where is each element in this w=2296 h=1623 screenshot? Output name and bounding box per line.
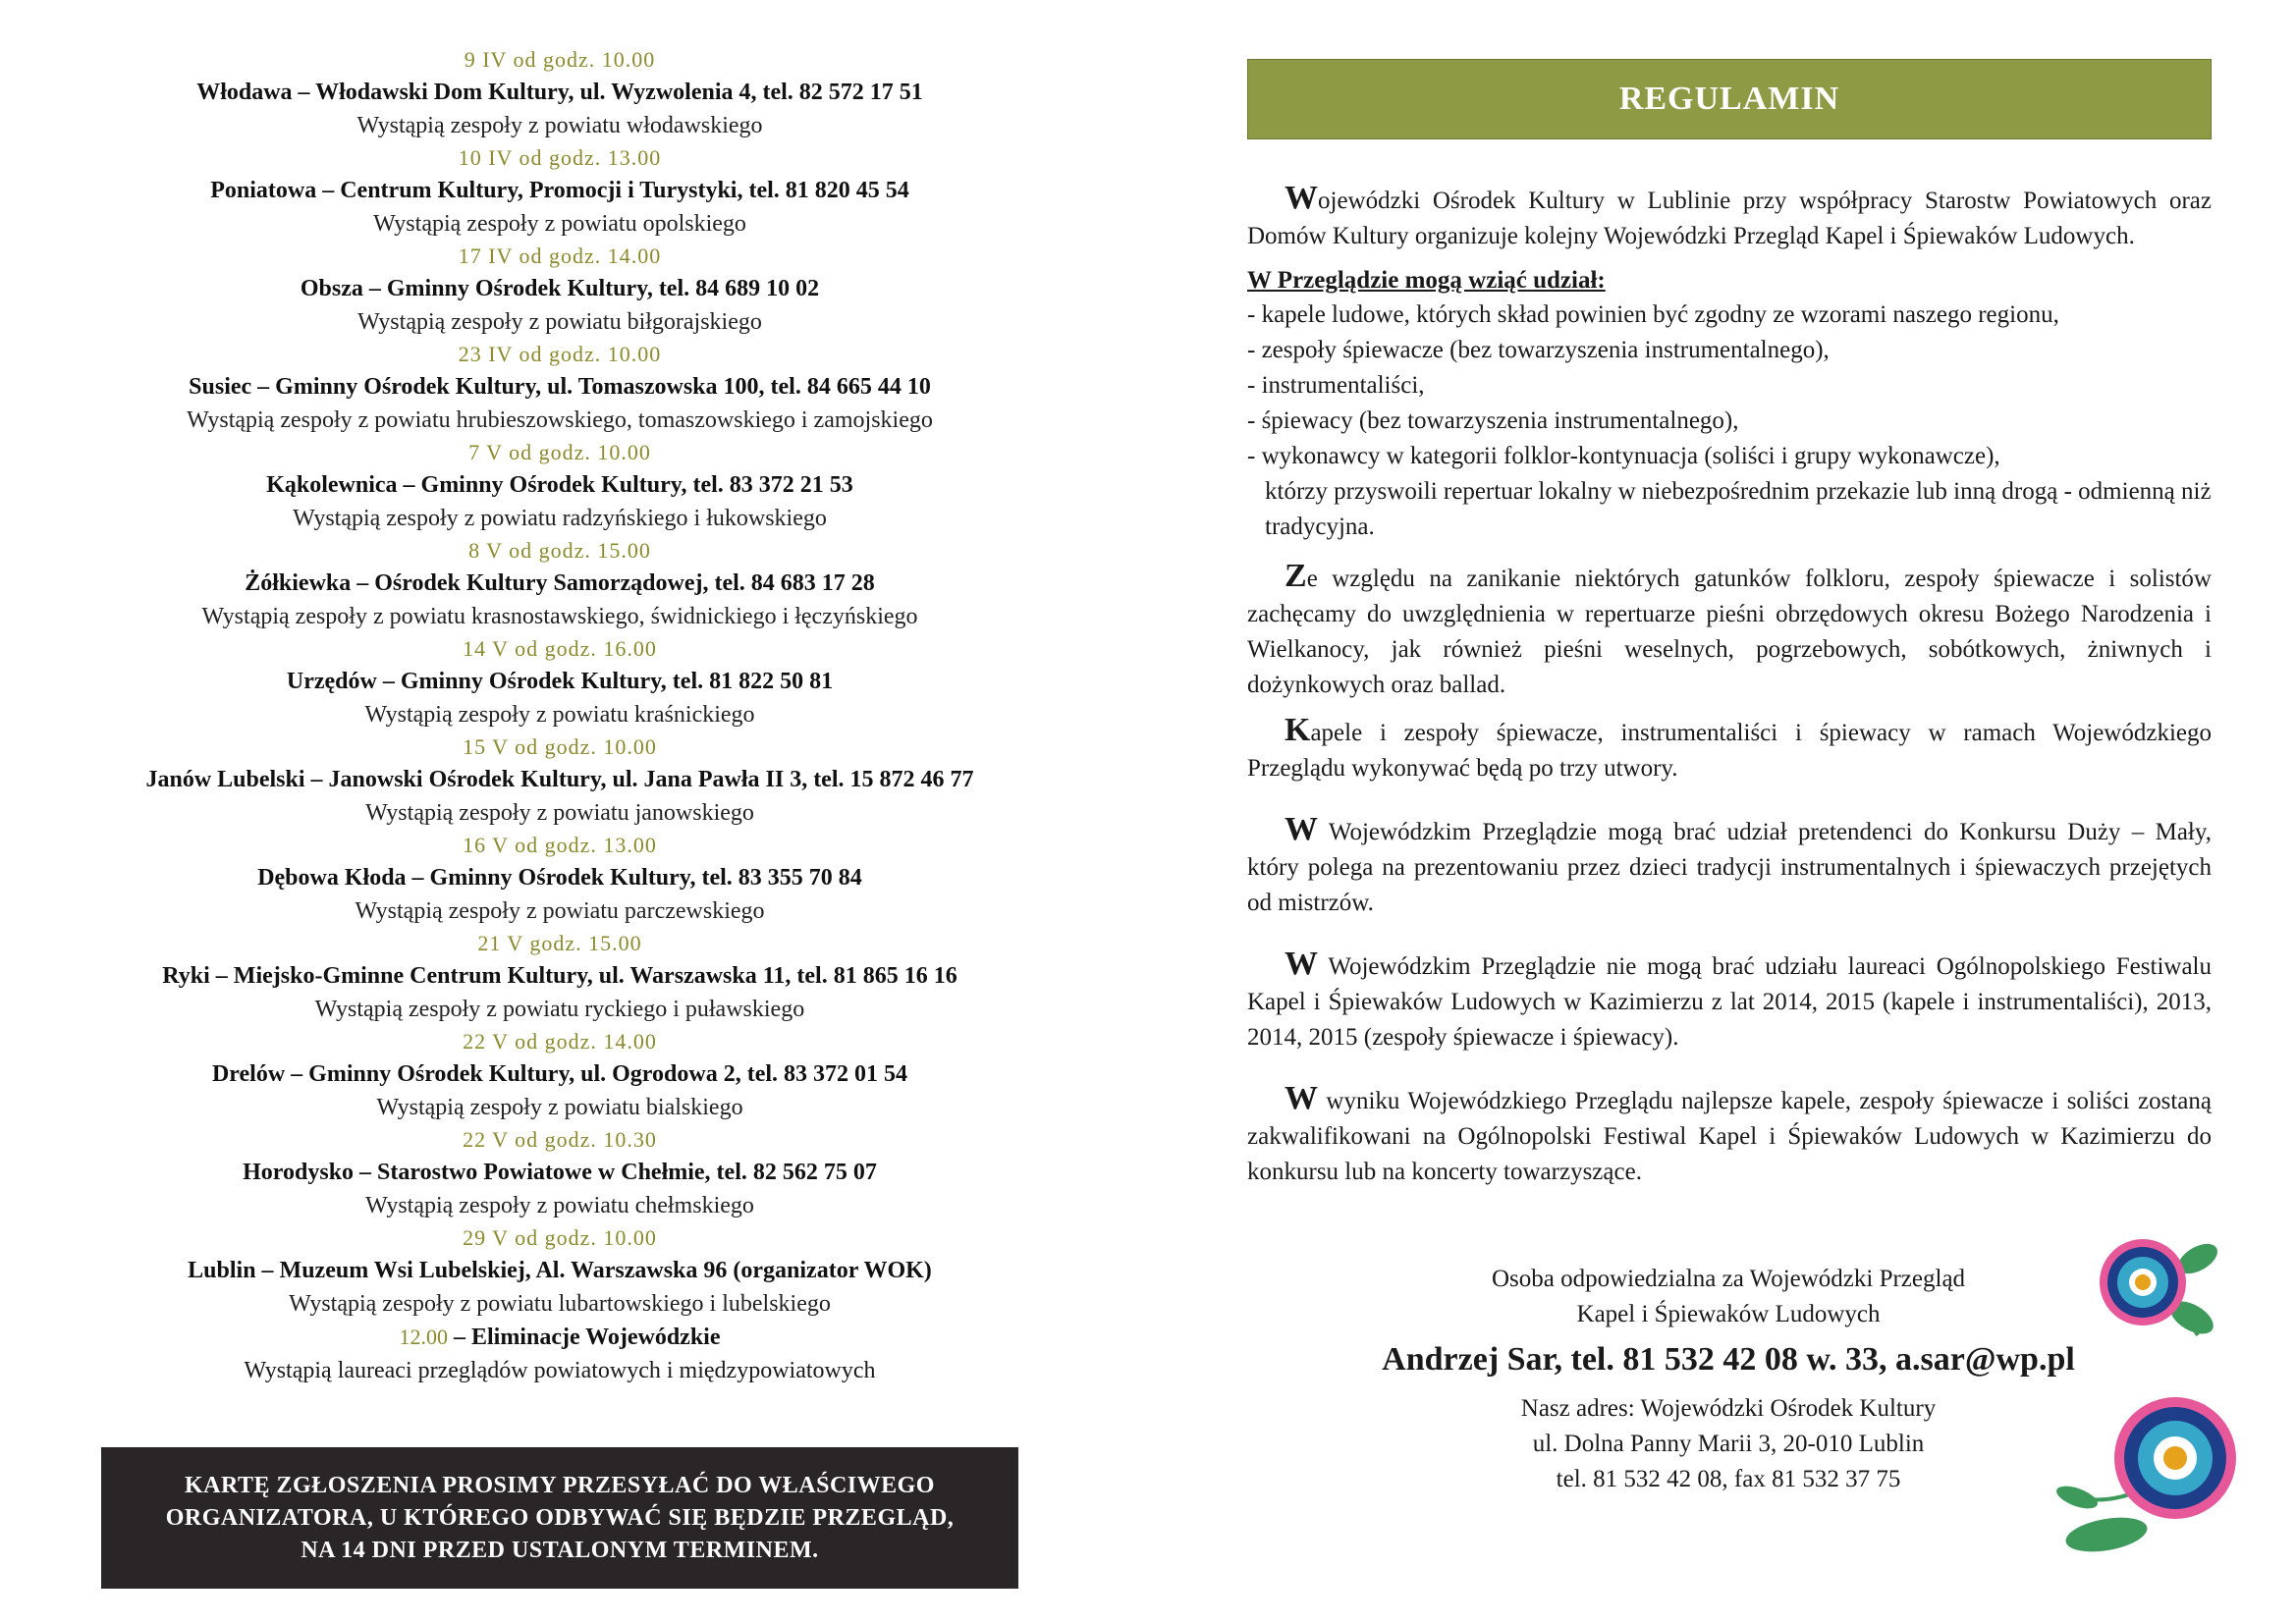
schedule-entry [93,43,1026,141]
event-performers: Wystąpią zespoły z powiatu kraśnickiego [364,702,755,728]
event-date: 10 IV od godz. 13.00 [458,145,662,170]
contest-paragraph [1247,812,2212,921]
intro-paragraph [1247,181,2212,254]
pieces-paragraph [1247,713,2212,786]
event-venue: Urzędów – Gminny Ośrodek Kultury, tel. 81 822 50 81 [286,669,834,694]
notice-line-1: KARTĘ ZGŁOSZENIA PROSIMY PRZESYŁAĆ DO WŁAŚCIWEGO [185,1472,935,1498]
drop-cap: W [1285,811,1318,847]
event-performers: Wystąpią zespoły z powiatu parczewskiego [355,898,765,924]
event-performers: Wystąpią zespoły z powiatu włodawskiego [356,113,763,138]
event-date: 9 IV od godz. 10.00 [464,47,656,72]
event-date: 22 V od godz. 14.00 [463,1029,657,1054]
schedule-entry [93,829,1026,927]
list-item: - kapele ludowe, których skład powinien być zgodny ze wzorami naszego regionu, [1247,301,2059,328]
schedule-column [93,43,1026,1386]
event-performers: Wystąpią zespoły z powiatu janowskiego [365,800,754,826]
event-date: 23 IV od godz. 10.00 [458,342,662,366]
event-venue: Susiec – Gminny Ośrodek Kultury, ul. Tomaszowska 100, tel. 84 665 44 10 [189,374,931,400]
drop-cap: Z [1285,558,1307,594]
event-date: 29 V od godz. 10.00 [463,1225,657,1250]
regulamin-header [1247,59,2212,139]
schedule-entry [93,730,1026,829]
event-performers: Wystąpią zespoły z powiatu lubartowskiego i lubelskiego [289,1291,831,1317]
final-performers: Wystąpią laureaci przeglądów powiatowych i międzypowiatowych [244,1358,876,1383]
list-item: - śpiewacy (bez towarzyszenia instrumentalnego), [1247,407,1739,434]
event-date: 22 V od godz. 10.30 [463,1127,657,1152]
list-item: - wykonawcy w kategorii folklor-kontynuacja (soliści i grupy wykonawcze), [1247,443,2000,469]
results-text: wyniku Wojewódzkiego Przeglądu najlepsze kapele, zespoły śpiewacze i soliści zostaną zakwalifikowani na Ogólnopolski Festiwal Kapel i Śpiewaków Ludowych w Kazimierzu do konkursu lub na koncerty towarzyszące. [1247,1088,2212,1185]
contest-text: Wojewódzkim Przeglądzie mogą brać udział pretendenci do Konkursu Duży – Mały, który polega na prezentowaniu przez dzieci tradycji instrumentalnych i śpiewaczych przejętych od mistrzów. [1247,819,2212,916]
event-venue: Kąkolewnica – Gminny Ośrodek Kultury, tel. 83 372 21 53 [266,472,853,498]
results-paragraph [1247,1081,2212,1190]
event-venue: Żółkiewka – Ośrodek Kultury Samorządowej, tel. 84 683 17 28 [245,570,875,596]
schedule-entry [93,1221,1026,1320]
final-time: 12.00 [399,1325,448,1349]
event-venue: Obsza – Gminny Ośrodek Kultury, tel. 84 689 10 02 [300,276,820,301]
event-venue: Janów Lubelski – Janowski Ośrodek Kultury, ul. Jana Pawła II 3, tel. 15 872 46 77 [145,767,974,792]
event-performers: Wystąpią zespoły z powiatu opolskiego [373,211,746,237]
event-date: 16 V od godz. 13.00 [463,833,657,857]
list-item: - instrumentaliści, [1247,372,1425,399]
drop-cap: W [1285,180,1318,216]
event-venue: Drelów – Gminny Ośrodek Kultury, ul. Ogrodowa 2, tel. 83 372 01 54 [211,1061,908,1087]
event-date: 8 V od godz. 15.00 [468,538,651,563]
schedule-entry [93,534,1026,632]
schedule-entry [93,927,1026,1025]
schedule-entry [93,338,1026,436]
repertoire-text: e względu na zanikanie niektórych gatunków folkloru, zespoły śpiewacze i solistów zachęcamy do uwzględnienia w repertuarze pieśni obrzędowych okresu Bożego Narodzenia i Wielkanocy, jak również pieśni weselnych, pogrzebowych, sobótkowych, żniwnych i dożynkowych oraz ballad. [1247,566,2212,698]
event-venue: Dębowa Kłoda – Gminny Ośrodek Kultury, tel. 83 355 70 84 [257,865,862,891]
event-performers: Wystąpią zespoły z powiatu chełmskiego [365,1193,754,1218]
event-performers: Wystąpią zespoły z powiatu radzyńskiego i łukowskiego [293,506,827,531]
schedule-entry [93,1025,1026,1123]
event-date: 14 V od godz. 16.00 [463,636,657,661]
regulamin-column [1247,59,2212,1190]
drop-cap: K [1285,712,1311,748]
list-item-continuation: którzy przyswoili repertuar lokalny w niebezpośrednim przekazie lub inną drogą - odmienną niż tradycyjna. [1265,478,2212,540]
contact-name: Andrzej Sar, tel. 81 532 42 08 w. 33, a.sar@wp.pl [1382,1341,2075,1378]
event-performers: Wystąpią zespoły z powiatu ryckiego i puławskiego [314,997,805,1022]
event-performers: Wystąpią zespoły z powiatu biłgorajskiego [357,309,762,335]
address-line-3: tel. 81 532 42 08, fax 81 532 37 75 [1556,1466,1901,1492]
event-date: 7 V od godz. 10.00 [468,440,651,464]
intro-text: ojewódzki Ośrodek Kultury w Lublinie przy współpracy Starostw Powiatowych oraz Domów Kultury organizuje kolejny Wojewódzki Przegląd Kapel i Śpiewaków Ludowych. [1247,188,2212,249]
event-venue: Ryki – Miejsko-Gminne Centrum Kultury, ul. Warszawska 11, tel. 81 865 16 16 [162,963,957,989]
address-line-1: Nasz adres: Wojewódzki Ośrodek Kultury [1520,1395,1937,1422]
event-venue: Włodawa – Włodawski Dom Kultury, ul. Wyzwolenia 4, tel. 82 572 17 51 [196,80,923,105]
folk-flower-icon [2082,1217,2229,1355]
laureates-text: Wojewódzkim Przeglądzie nie mogą brać udziału laureaci Ogólnopolskiego Festiwalu Kapel i Śpiewaków Ludowych w Kazimierzu z lat 2014, 2015 (kapele i instrumentaliści), 2013, 2014, 2015 (zespoły śpiewacze i śpiewacy). [1247,953,2212,1051]
event-venue: Horodysko – Starostwo Powiatowe w Chełmie, tel. 82 562 75 07 [243,1160,877,1185]
repertoire-paragraph [1247,559,2212,703]
registration-notice [101,1447,1018,1589]
schedule-entry [93,240,1026,338]
contact-line-1: Osoba odpowiedzialna za Wojewódzki Przegląd [1491,1266,1966,1292]
final-heading [93,1320,1026,1355]
event-performers: Wystąpią zespoły z powiatu hrubieszowskiego, tomaszowskiego i zamojskiego [187,407,933,433]
pieces-text: apele i zespoły śpiewacze, instrumentaliści i śpiewacy w ramach Wojewódzkiego Przeglądu wykonywać będą po trzy utwory. [1247,720,2212,782]
drop-cap: W [1285,1080,1318,1116]
notice-line-2: ORGANIZATORA, U KTÓREGO ODBYWAĆ SIĘ BĘDZIE PRZEGLĄD, [165,1504,955,1531]
laureates-paragraph [1247,947,2212,1055]
notice-line-3: NA 14 DNI PRZED USTALONYM TERMINEM. [301,1537,819,1563]
eligible-list [1247,298,2212,545]
regulamin-title: REGULAMIN [1618,81,1840,117]
final-entry [93,1320,1026,1386]
folk-flower-large-icon [2048,1389,2259,1566]
drop-cap: W [1285,946,1318,982]
list-item: - zespoły śpiewacze (bez towarzyszenia instrumentalnego), [1247,337,1830,363]
event-performers: Wystąpią zespoły z powiatu bialskiego [376,1095,743,1120]
eligible-heading: W Przeglądzie mogą wziąć udział: [1247,267,1606,294]
schedule-entry [93,1123,1026,1221]
schedule-entry [93,436,1026,534]
contact-line-2: Kapel i Śpiewaków Ludowych [1576,1301,1881,1327]
event-date: 17 IV od godz. 14.00 [458,243,662,268]
event-date: 21 V godz. 15.00 [477,931,642,955]
address-line-2: ul. Dolna Panny Marii 3, 20-010 Lublin [1532,1431,1925,1457]
event-date: 15 V od godz. 10.00 [463,734,657,759]
schedule-entry [93,632,1026,730]
event-venue: Lublin – Muzeum Wsi Lubelskiej, Al. Warszawska 96 (organizator WOK) [188,1258,932,1283]
schedule-entry [93,141,1026,240]
event-venue: Poniatowa – Centrum Kultury, Promocji i Turystyki, tel. 81 820 45 54 [210,178,909,203]
event-performers: Wystąpią zespoły z powiatu krasnostawskiego, świdnickiego i łęczyńskiego [201,604,918,629]
final-label: – Eliminacje Wojewódzkie [453,1325,721,1350]
